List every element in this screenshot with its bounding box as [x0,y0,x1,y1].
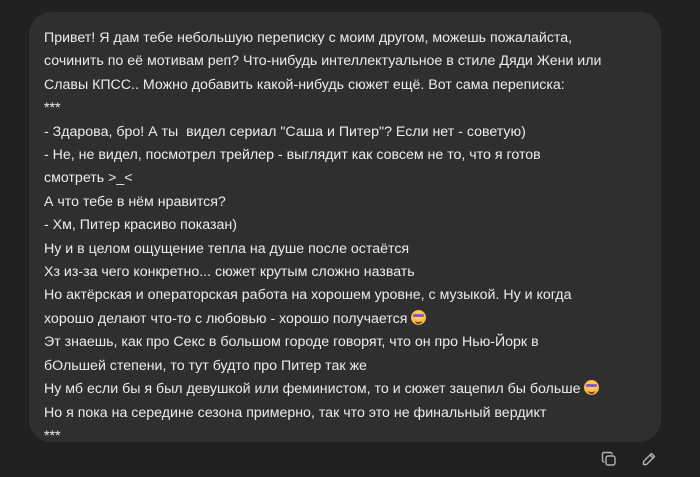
smiling-face-with-sunglasses-icon [411,310,426,325]
user-message-bubble [29,12,661,442]
message-line: смотреть >_< [44,170,133,187]
message-line: Привет! Я дам тебе небольшую переписку с моим другом, можешь пожалайста, [44,30,573,46]
message-line: А что тебе в нём нравится? [44,193,226,210]
message-line-text: Ну мб если бы я был девушкой или феминистом, то и сюжет зацепил бы больше [44,381,581,398]
message-line-with-emoji [44,378,651,401]
message-line: Славы КПСС.. Можно добавить какой-нибудь сюжет ещё. Вот сама переписка: [44,76,565,93]
message-line: *** [44,100,61,117]
message-actions [600,450,658,468]
message-line: бОльшей степени, то тут будто про Питер так же [44,357,367,374]
smiling-face-with-sunglasses-icon [584,380,599,395]
message-line: сочинить по её мотивам реп? Что-нибудь интеллектуальное в стиле Дяди Жени или [44,53,602,70]
message-line-text: хорошо делают что-то с любовью - хорошо получается [44,310,408,327]
message-line: Но я пока на середине сезона примерно, так что это не финальный вердикт [44,404,547,421]
message-line: Ну и в целом ощущение тепла на душе после остаётся [44,240,410,257]
message-line: Хз из-за чего конкретно... сюжет крутым сложно назвать [44,264,415,281]
message-line: *** [44,427,61,442]
message-line: - Не, не видел, посмотрел трейлер - выглядит как совсем не то, что я готов [44,147,541,164]
copy-button[interactable] [600,450,618,468]
message-line: - Здарова, бро! А ты видел сериал "Саша и Питер"? Если нет - советую) [44,123,526,140]
message-line: Эт знаешь, как про Секс в большом городе говорят, что он про Нью-Йорк в [44,334,539,351]
edit-pencil-icon [641,451,657,467]
message-line: - Хм, Питер красиво показан) [44,217,237,234]
copy-icon [601,451,617,467]
message-line: Но актёрская и операторская работа на хорошем уровне, с музыкой. Ну и когда [44,287,572,304]
message-line-with-emoji [44,308,651,331]
edit-button[interactable] [640,450,658,468]
